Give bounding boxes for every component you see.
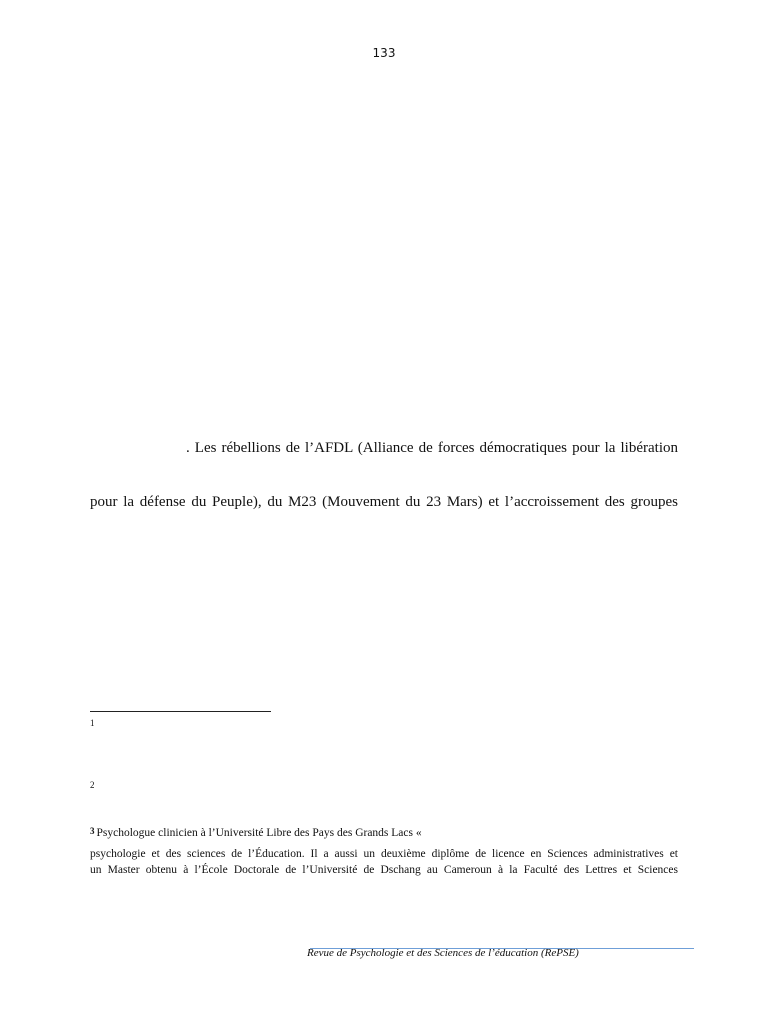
footnote-marker-3: 3	[90, 826, 95, 836]
body-text-line: . Les rébellions de l’AFDL (Alliance de forces démocratiques pour la libération	[186, 440, 678, 456]
footnote-text: psychologie et des sciences de l’Éducation. Il a aussi un deuxième diplôme de licence en Sciences administratives et	[90, 848, 678, 860]
footnote-marker-2: 2	[90, 780, 95, 790]
footnote-3	[90, 826, 422, 839]
body-text-line: pour la défense du Peuple), du M23 (Mouvement du 23 Mars) et l’accroissement des groupes	[90, 494, 678, 510]
footnote-text: un Master obtenu à l’École Doctorale de l’Université de Dschang au Cameroun à la Faculté des Lettres et Sciences	[90, 864, 678, 876]
footnote-separator	[90, 711, 271, 712]
footnote-text: Psychologue clinicien à l’Université Libre des Pays des Grands Lacs «	[96, 827, 422, 839]
footnote-marker-1: 1	[90, 718, 95, 728]
footer-journal-title: Revue de Psychologie et des Sciences de l’éducation (RePSE)	[307, 947, 579, 959]
page-number: 133	[372, 46, 396, 60]
